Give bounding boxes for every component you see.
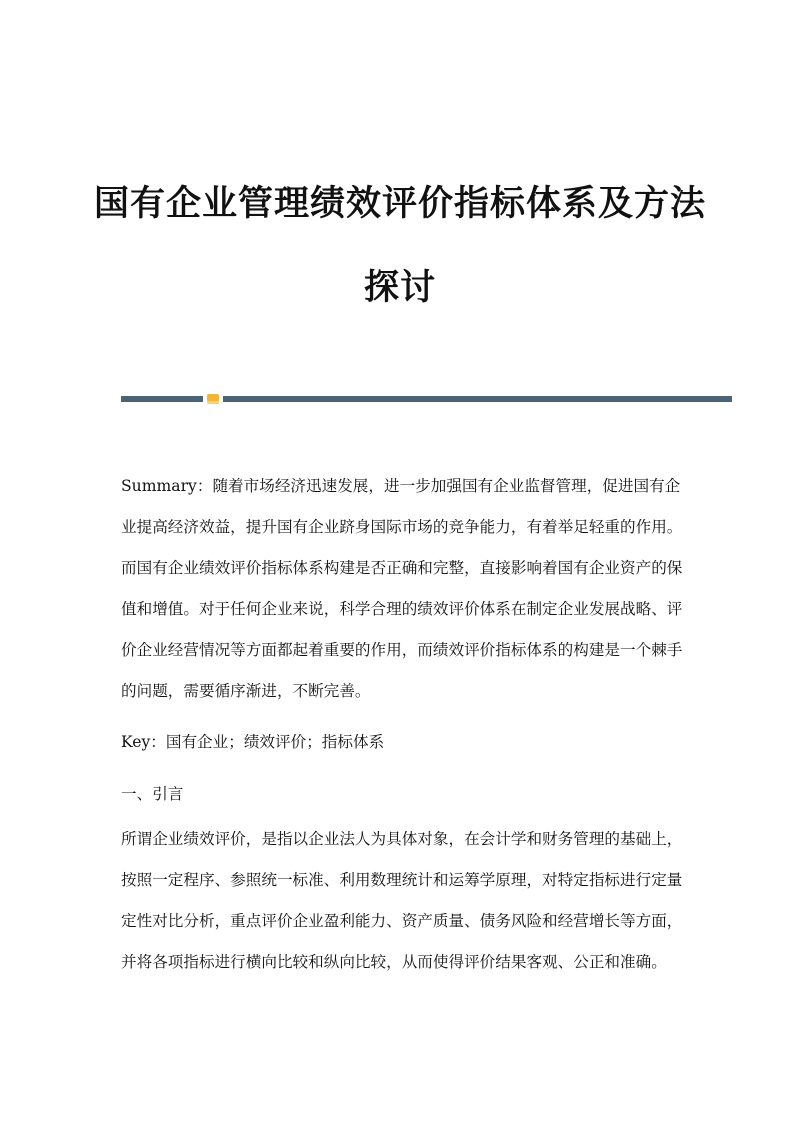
paragraph-text: 所谓企业绩效评价，是指以企业法人为具体对象，在会计学和财务管理的基础上，按照一定程序、参照统一标准、利用数理统计和运筹学原理，对特定指标进行定量定性对比分析，重点评价企业盈利能力、资产质量、债务风险和经营增长等方面，并将各项指标进行横向比较和纵向比较，从而使得评价结果客观、公正和准确。	[121, 830, 683, 971]
keywords-text: Key：国有企业；绩效评价；指标体系	[121, 733, 385, 751]
divider-ornament-icon	[207, 394, 219, 404]
paragraph-block	[121, 819, 686, 983]
section-heading: 一、引言	[121, 785, 184, 803]
section-heading-block	[121, 774, 686, 815]
keywords-block	[121, 722, 686, 763]
summary-text: Summary：随着市场经济迅速发展，进一步加强国有企业监督管理，促进国有企业提高经济效益，提升国有企业跻身国际市场的竞争能力，有着举足轻重的作用。而国有企业绩效评价指标体系构建是否正确和完整，直接影响着国有企业资产的保值和增值。对于任何企业来说，科学合理的绩效评价体系在制定企业发展战略、评价企业经营情况等方面都起着重要的作用，而绩效评价指标体系的构建是一个棘手的问题，需要循序渐进，不断完善。	[121, 477, 683, 700]
summary-block	[121, 466, 686, 712]
divider-right-segment	[223, 396, 732, 402]
divider-left-segment	[121, 396, 203, 402]
title-divider	[121, 395, 732, 403]
document-title-line-1: 国有企业管理绩效评价指标体系及方法	[93, 184, 706, 224]
document-title-line-2: 探讨	[363, 268, 436, 308]
